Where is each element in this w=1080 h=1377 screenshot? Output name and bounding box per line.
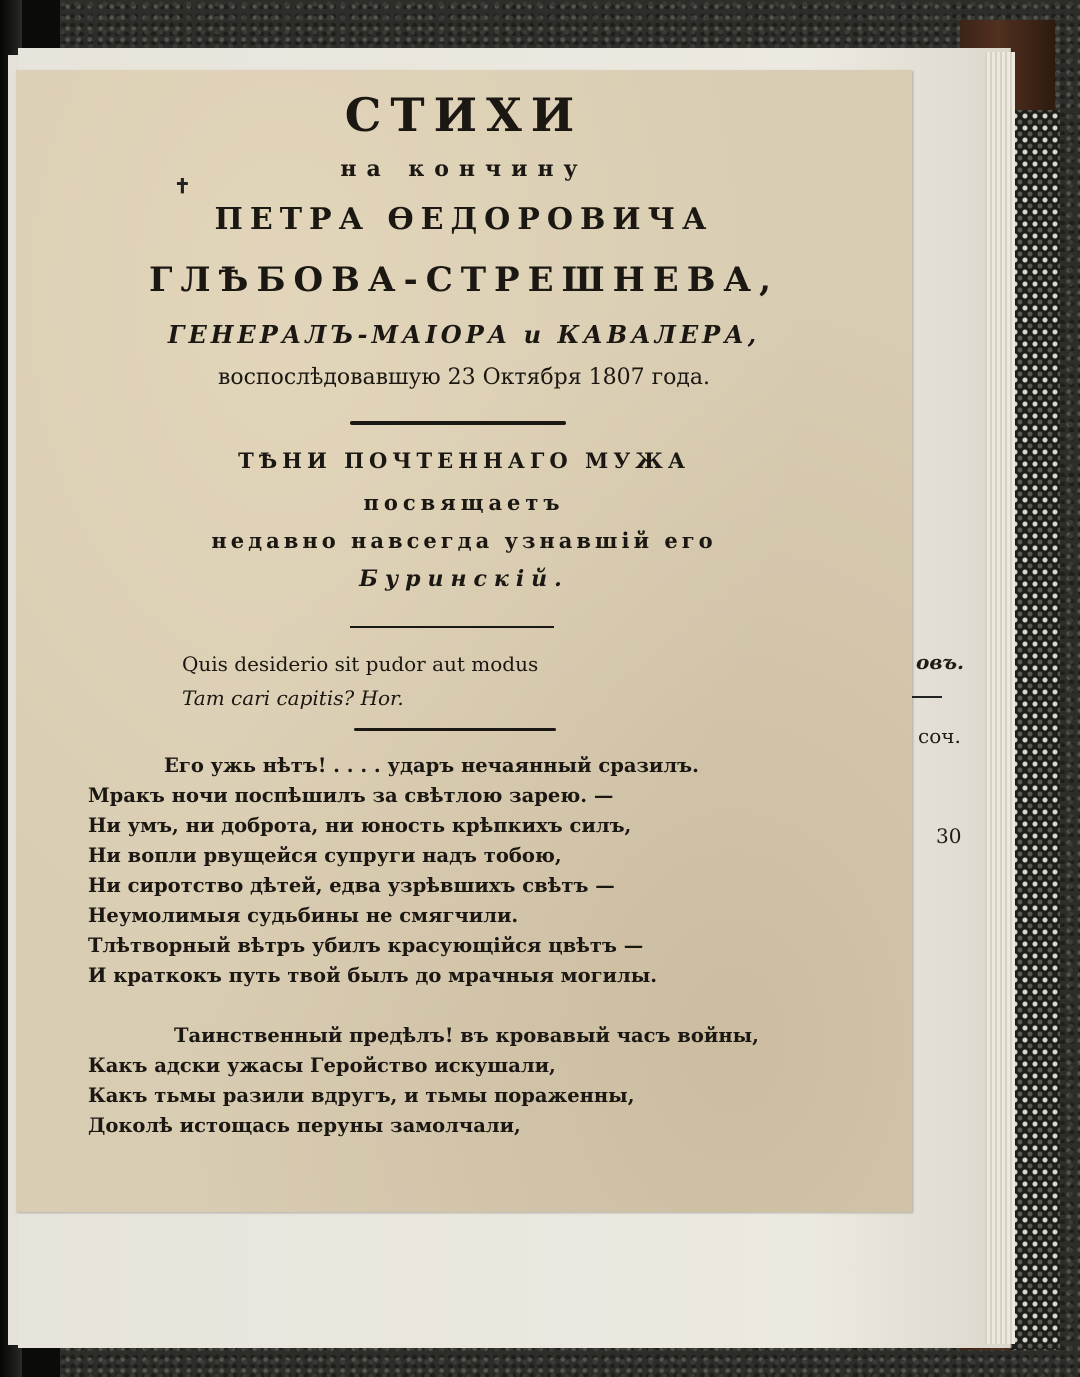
verse-line: Таинственный предѣлъ! въ кровавый часъ войны, [174, 1024, 759, 1047]
verse-line: Ни вопли рвущейся супруги надъ тобою, [88, 844, 562, 867]
underlying-text-2: соч. [918, 724, 961, 748]
epigraph-line-2: Tam cari capitis? Hor. [182, 686, 404, 710]
verse-line: Ни умъ, ни доброта, ни юность крѣпкихъ силъ, [88, 814, 632, 837]
underlying-dash [912, 696, 942, 698]
name-line-1: ПЕТРА ӨЕДОРОВИЧА [214, 202, 714, 237]
verse-line: Доколѣ истощась перуны замолчали, [88, 1114, 521, 1137]
underlying-text-3: 30 [936, 824, 962, 848]
page-title: СТИХИ [344, 88, 584, 142]
verse-line: Его ужь нѣтъ! . . . . ударъ нечаянный сразилъ. [164, 754, 699, 777]
dedication-line-3: недавно навсегда узнавшій его [211, 528, 717, 553]
underlying-text-1: овъ. [916, 650, 964, 674]
name-line-2: ГЛѢБОВА-СТРЕШНЕВА, [149, 260, 779, 300]
verse-line: Какъ адски ужасы Геройство искушали, [88, 1054, 556, 1077]
ink-mark: ✝ [174, 174, 191, 198]
dedication-line-2: посвящаетъ [363, 490, 565, 515]
ornamental-rule-1 [350, 421, 566, 425]
verse-line: Ни сиротство дѣтей, едва узрѣвшихъ свѣтъ — [88, 874, 615, 897]
book-cover-edge [1010, 110, 1060, 1350]
verse-line: Тлѣтворный вѣтръ убилъ красующійся цвѣтъ — [88, 934, 644, 957]
page-stack-edge [985, 52, 1015, 1344]
verse-line: Мракъ ночи поспѣшилъ за свѣтлою зарею. — [88, 784, 614, 807]
verse-line: Неумолимыя судьбины не смягчили. [88, 904, 519, 927]
document-leaf [16, 70, 912, 1212]
author-name: Буринскій. [359, 566, 569, 592]
verse-line: И краткокъ путь твой былъ до мрачныя могилы. [88, 964, 658, 987]
rule-2 [350, 626, 554, 628]
date-line: воспослѣдовавшую 23 Октября 1807 года. [217, 365, 711, 390]
rank-line: ГЕНЕРАЛЪ-МАІОРА и КАВАЛЕРА, [167, 320, 761, 349]
epigraph-line-1: Quis desiderio sit pudor aut modus [182, 652, 539, 676]
verse-line: Какъ тьмы разили вдругъ, и тьмы пораженны, [88, 1084, 635, 1107]
dedication-line-1: ТѢНИ ПОЧТЕННАГО МУЖА [238, 448, 690, 473]
rule-3 [354, 728, 556, 731]
title-subtitle: на кончину [340, 156, 588, 182]
